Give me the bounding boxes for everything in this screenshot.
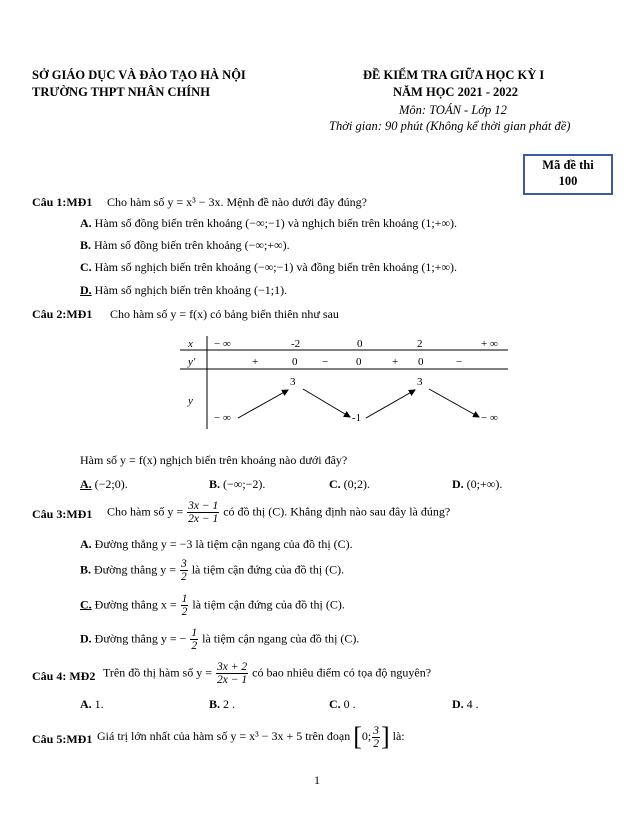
fraction-denominator: 2 [373,737,379,750]
q2-option-b[interactable] [209,477,265,492]
option-letter: B. [80,562,92,577]
option-letter: A. [80,477,92,491]
x-value: + ∞ [481,338,498,350]
fraction-denominator: 2x − 1 [188,513,219,525]
option-text: Hàm số nghịch biến trên khoảng (−1;1). [94,283,288,297]
decreasing-arrow [429,389,479,417]
q3-option-b[interactable] [80,558,344,583]
q3-label: Câu 3:MĐ1 [32,507,93,521]
option-text: là tiệm cận đứng của đồ thị (C). [192,597,345,612]
option-text: Hàm số đồng biến trên khoảng (−∞;−1) và nghịch biến trên khoảng (1;+∞). [94,216,458,230]
q4-label: Câu 4: MĐ2 [32,669,96,683]
fraction [216,661,248,686]
q2-option-d[interactable] [452,477,502,492]
q1-stem: Cho hàm số y = x³ − 3x. Mệnh đề nào dưới đây đúng? [107,195,367,209]
q1-option-a[interactable] [80,216,457,231]
sign: + [392,356,399,368]
q5-label: Câu 5:MĐ1 [32,732,93,746]
x-value: − ∞ [214,338,231,350]
q4-option-b[interactable] [209,697,235,712]
fraction-denominator: 2x − 1 [217,674,248,686]
variation-table [170,333,515,433]
fraction-denominator: 2 [181,606,188,618]
fraction-denominator: 2 [180,571,187,583]
fraction [181,593,189,618]
option-text: Đường thẳng x = [94,597,177,612]
option-letter: A. [80,216,92,230]
page-number: 1 [314,773,320,787]
fraction-numerator: 3 [180,558,187,570]
q3-option-c[interactable] [80,593,345,618]
row-label-y: y [188,395,193,407]
fraction-numerator: 3x − 1 [188,500,219,512]
option-text: (−2;0). [94,477,128,491]
fraction-numerator: 1 [181,593,188,605]
exam-code-value: 100 [558,174,578,188]
x-value: 2 [417,338,423,350]
q4-option-a[interactable] [80,697,104,712]
option-text: 1. [94,697,104,711]
q4-option-d[interactable] [452,697,479,712]
sign: − [322,356,329,368]
option-text: (−∞;−2). [223,477,266,491]
stem-text: Trên đồ thị hàm số y = [103,665,212,680]
option-text: 0 . [343,697,356,711]
y-value: − ∞ [481,412,498,424]
sign: + [252,356,259,368]
stem-text: Cho hàm số y = [107,504,184,519]
q1-option-c[interactable] [80,260,457,275]
duration: Thời gian: 90 phút (Không kể thời gian phát đề) [329,119,571,133]
fraction [190,627,198,652]
option-letter: A. [80,697,92,711]
sign: 0 [418,356,424,368]
y-value: − ∞ [214,412,231,424]
q3-stem [107,500,450,525]
option-letter: B. [209,477,221,491]
stem-text: có bao nhiêu điểm có tọa độ nguyên? [252,665,432,680]
option-text: là tiệm cận đứng của đồ thị (C). [191,562,345,577]
option-text: (0;+∞). [466,477,503,491]
option-text: (0;2). [343,477,370,491]
option-letter: A. [80,537,92,551]
q5-stem [97,724,405,750]
subject: Môn: TOÁN - Lớp 12 [399,103,507,117]
q4-stem [103,661,431,686]
bracket-left: [ [353,722,362,751]
option-letter: C. [329,477,341,491]
q1-option-d[interactable] [80,283,287,298]
sign: 0 [292,356,298,368]
option-letter: D. [80,283,92,297]
option-letter: D. [80,631,92,646]
row-label-x: x [188,338,193,350]
increasing-arrow [366,390,415,418]
y-value: 3 [290,376,296,388]
option-letter: D. [452,697,464,711]
exam-title: ĐỀ KIỂM TRA GIỮA HỌC KỲ I [363,68,545,82]
option-text: Đường thẳng y = − [94,631,187,646]
option-text: Hàm số nghịch biến trên khoảng (−∞;−1) và đồng biến trên khoảng (1;+∞). [94,260,458,274]
bracket-right: ] [380,722,390,751]
option-text: Đường thẳng y = −3 là tiệm cận ngang của đồ thị (C). [94,537,353,551]
fraction-numerator: 3 [373,724,379,737]
q1-label: Câu 1:MĐ1 [32,195,93,209]
fraction-numerator: 1 [191,627,198,639]
option-letter: B. [209,697,221,711]
option-letter: D. [452,477,464,491]
increasing-arrow [238,390,288,418]
q3-option-a[interactable] [80,537,353,552]
fraction [187,500,219,525]
option-text: Đường thẳng y = [94,562,176,577]
exam-code-label: Mã đề thi [542,158,594,172]
decreasing-arrow [303,389,350,417]
option-letter: C. [329,697,341,711]
q4-option-c[interactable] [329,697,356,712]
option-text: là tiệm cận ngang của đồ thị (C). [202,631,360,646]
school-year: NĂM HỌC 2021 - 2022 [393,85,518,99]
fraction [372,725,380,750]
q2-option-c[interactable] [329,477,370,492]
stem-text: là: [392,728,405,743]
q3-option-d[interactable] [80,627,359,652]
option-text: 2 . [223,697,236,711]
q2-prompt: Hàm số y = f(x) nghịch biến trên khoảng nào dưới đây? [80,453,348,467]
option-letter: B. [80,238,92,252]
stem-text: có đồ thị (C). Khẳng định nào sau đây là đúng? [223,504,451,519]
q2-stem: Cho hàm số y = f(x) có bảng biến thiên như sau [110,307,339,321]
option-letter: C. [80,260,92,274]
q2-option-a[interactable] [80,477,128,492]
fraction-denominator: 2 [191,640,198,652]
department-name: SỞ GIÁO DỤC VÀ ĐÀO TẠO HÀ NỘI [32,68,246,82]
fraction-numerator: 3x + 2 [217,661,248,673]
interval-left: 0; [361,728,372,743]
sign: 0 [356,356,362,368]
x-value: 0 [357,338,363,350]
fraction [180,558,188,583]
x-value: -2 [291,338,301,350]
school-name: TRƯỜNG THPT NHÂN CHÍNH [32,85,210,99]
q2-label: Câu 2:MĐ1 [32,307,93,321]
q1-option-b[interactable] [80,238,290,253]
stem-text: Giá trị lớn nhất của hàm số y = x³ − 3x + 5 trên đoạn [97,728,351,743]
row-label-yprime: y' [188,356,196,368]
y-value: -1 [352,412,362,424]
exam-code-box [523,154,613,195]
sign: − [456,356,463,368]
option-text: Hàm số đồng biến trên khoảng (−∞;+∞). [94,238,290,252]
option-text: 4 . [466,697,479,711]
option-letter: C. [80,597,92,612]
y-value: 3 [417,376,423,388]
